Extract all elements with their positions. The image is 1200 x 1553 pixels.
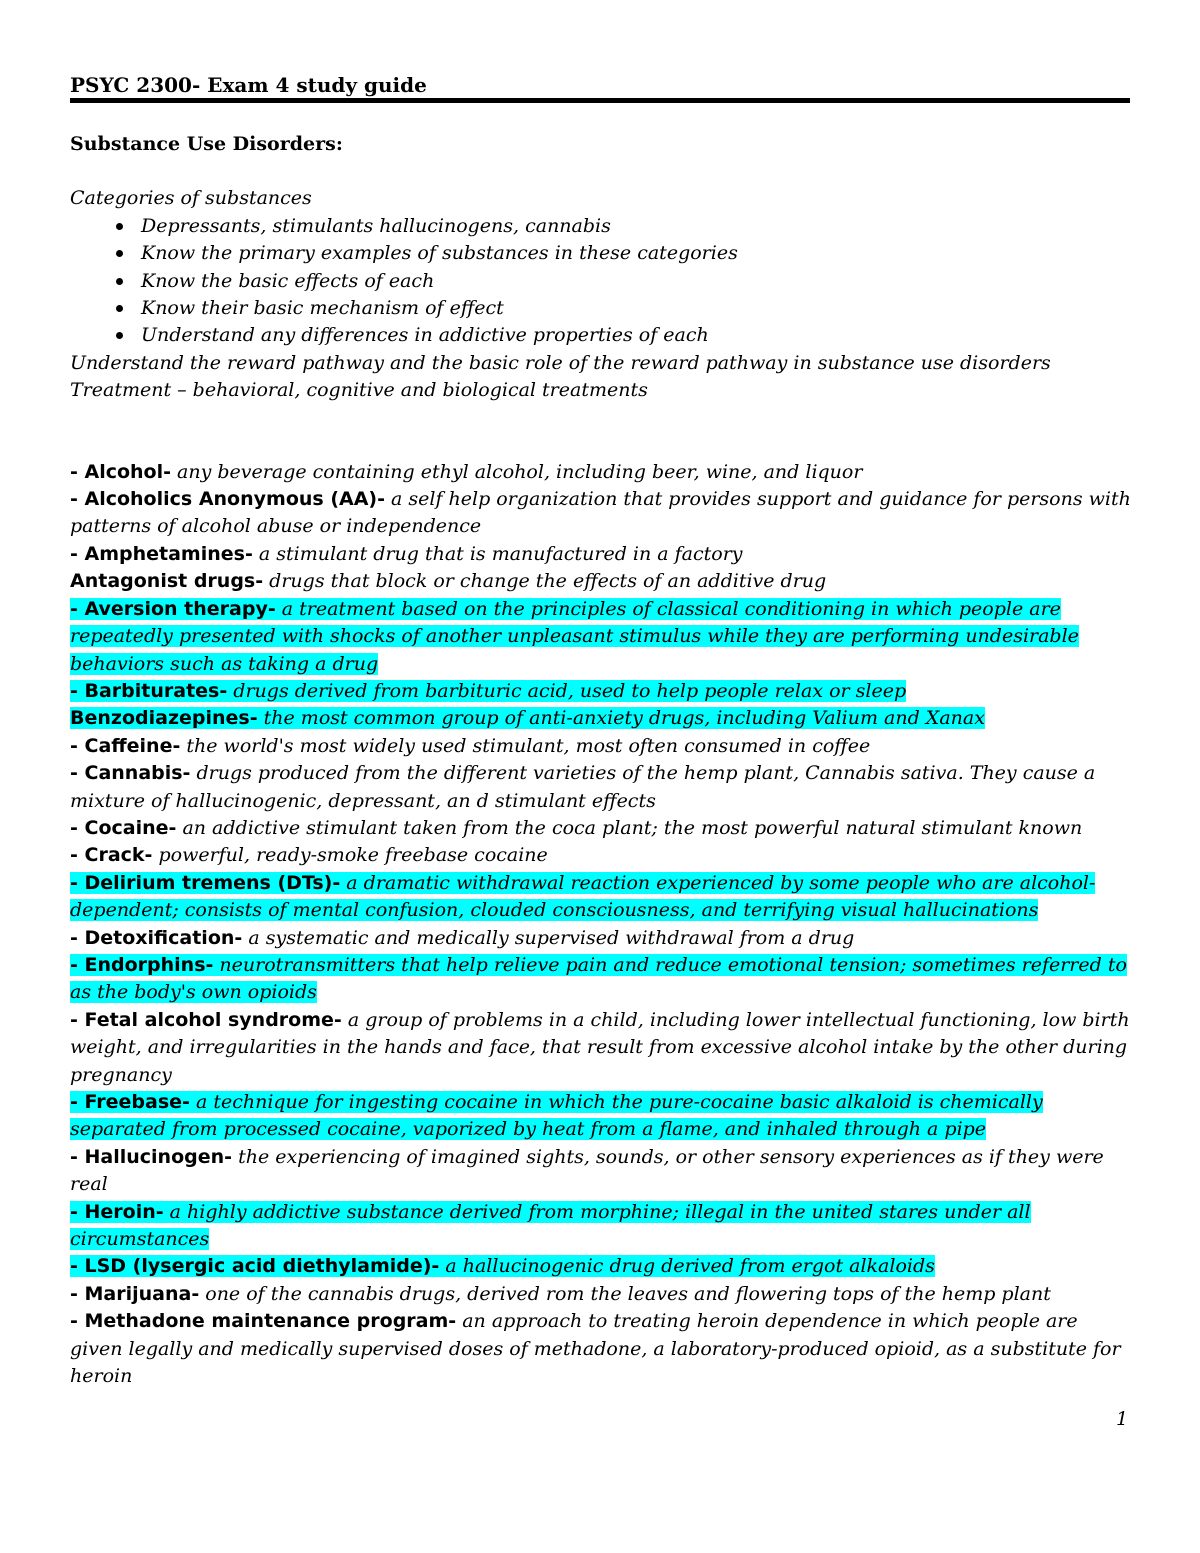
term-name: - Freebase-: [70, 1091, 190, 1113]
term-text: [70, 735, 870, 757]
highlighted-term-text: [70, 1255, 935, 1277]
term-definition: any beverage containing ethyl alcohol, including beer, wine, and liquor: [171, 460, 863, 483]
term-definition: a highly addictive substance derived from morphine; illegal in the united stares under all circumstances: [70, 1200, 1031, 1251]
glossary-term: [70, 815, 1132, 842]
highlighted-term-text: [70, 598, 1079, 675]
highlighted-term-text: [70, 1201, 1031, 1250]
term-definition: a treatment based on the principles of classical conditioning in which people are repeatedly presented with shocks of another unpleasant stimulus while they are performing undesirable behaviors such as taking a drug: [70, 597, 1079, 675]
glossary-term: [70, 760, 1132, 815]
glossary-term: [70, 568, 1132, 595]
glossary-term: [70, 486, 1132, 541]
term-name: - Endorphins-: [70, 953, 214, 976]
header-divider: [70, 98, 1130, 103]
highlighted-term-text: [70, 680, 906, 702]
term-name: - Cocaine-: [70, 816, 177, 839]
document-title: PSYC 2300- Exam 4 study guide: [70, 73, 427, 97]
glossary-term: [70, 870, 1132, 925]
term-name: - Cannabis-: [70, 762, 191, 785]
term-definition: an approach to treating heroin dependence in which people are given legally and medically supervised doses of methadone, a laboratory-produced opioid, as a substitute for heroin: [70, 1310, 1121, 1388]
bullet-item: Know their basic mechanism of effect: [70, 295, 1132, 322]
term-name: Antagonist drugs-: [70, 570, 264, 593]
page-content: [70, 131, 1132, 1390]
glossary-term: [70, 596, 1132, 678]
term-definition: a stimulant drug that is manufactured in a factory: [252, 542, 743, 565]
bullet-item: Know the basic effects of each: [70, 268, 1132, 295]
highlighted-term-text: [70, 707, 985, 729]
term-definition: one of the cannabis drugs, derived rom the leaves and flowering tops of the hemp plant: [199, 1282, 1051, 1305]
glossary-term: [70, 1281, 1132, 1308]
term-name: - Hallucinogen-: [70, 1145, 233, 1168]
highlighted-term-text: [70, 954, 1127, 1003]
glossary-term: [70, 925, 1132, 952]
term-name: - Crack-: [70, 844, 153, 867]
spacer: [70, 405, 1132, 459]
term-text: [70, 461, 862, 483]
term-text: [70, 1146, 1104, 1195]
term-name: - Alcohol-: [70, 460, 172, 483]
term-name: - Aversion therapy-: [70, 597, 276, 620]
term-text: [70, 543, 743, 565]
glossary-term: [70, 705, 1132, 732]
term-name: - Barbiturates-: [70, 679, 228, 702]
term-definition: drugs produced from the different varieties of the hemp plant, Cannabis sativa. They cause a mixture of hallucinogenic, depressant, an d stimulant effects: [70, 762, 1096, 812]
term-text: [70, 570, 826, 592]
term-text: [70, 488, 1131, 537]
term-definition: neurotransmitters that help relieve pain and reduce emotional tension; sometimes referred to as the body's own opioids: [70, 953, 1127, 1004]
term-name: - LSD (lysergic acid diethylamide)-: [70, 1255, 440, 1278]
highlighted-term-text: [70, 872, 1095, 921]
glossary-term: [70, 541, 1132, 568]
term-definition: an addictive stimulant taken from the coca plant; the most powerful natural stimulant known: [176, 816, 1083, 839]
term-name: Benzodiazepines-: [70, 707, 258, 730]
glossary-term: [70, 1144, 1132, 1199]
term-name: - Alcoholics Anonymous (AA)-: [70, 488, 385, 511]
term-definition: a systematic and medically supervised withdrawal from a drug: [242, 926, 855, 949]
term-definition: powerful, ready-smoke freebase cocaine: [152, 844, 548, 867]
glossary-term: [70, 1007, 1132, 1089]
categories-bullet-list: [70, 213, 1132, 350]
term-definition: a hallucinogenic drug derived from ergot alkaloids: [439, 1255, 935, 1278]
term-text: [70, 817, 1082, 839]
term-text: [70, 762, 1095, 811]
term-text: [70, 844, 548, 866]
term-definition: the most common group of anti-anxiety drugs, including Valium and Xanax: [257, 707, 985, 730]
term-text: [70, 927, 854, 949]
term-name: - Fetal alcohol syndrome-: [70, 1008, 342, 1031]
categories-subheading: Categories of substances: [70, 187, 312, 210]
glossary-term: [70, 678, 1132, 705]
highlighted-term-text: [70, 1091, 1043, 1140]
glossary-term: [70, 1308, 1132, 1390]
term-text: [70, 1283, 1051, 1305]
term-text: [70, 1310, 1121, 1387]
term-name: - Amphetamines-: [70, 542, 253, 565]
term-definition: the experiencing of imagined sights, sounds, or other sensory experiences as if they were real: [70, 1145, 1104, 1196]
treatment-line: Treatment – behavioral, cognitive and biological treatments: [70, 379, 648, 402]
bullet-item: Depressants, stimulants hallucinogens, cannabis: [70, 213, 1132, 240]
glossary-term: [70, 1253, 1132, 1280]
glossary-term: [70, 1199, 1132, 1254]
term-definition: drugs that block or change the effects of an additive drug: [263, 570, 827, 593]
term-name: - Delirium tremens (DTs)-: [70, 871, 341, 894]
glossary-term: [70, 733, 1132, 760]
glossary-term: [70, 459, 1132, 486]
term-name: - Marijuana-: [70, 1282, 200, 1305]
reward-pathway-line: Understand the reward pathway and the basic role of the reward pathway in substance use disorders: [70, 351, 1051, 374]
term-name: - Detoxification-: [70, 926, 243, 949]
term-definition: a group of problems in a child, including lower intellectual functioning, low birth weight, and irregularities in the hands and face, that result from excessive alcohol intake by the other during pregnancy: [70, 1008, 1130, 1086]
term-definition: a dramatic withdrawal reaction experienced by some people who are alcohol-dependent; consists of mental confusion, clouded consciousness, and terrifying visual hallucinations: [70, 871, 1096, 922]
glossary-term: [70, 952, 1132, 1007]
term-definition: drugs derived from barbituric acid, used to help people relax or sleep: [227, 679, 907, 702]
term-definition: the world's most widely used stimulant, most often consumed in coffee: [180, 734, 871, 757]
bullet-item: Understand any differences in addictive properties of each: [70, 322, 1132, 349]
term-name: - Caffeine-: [70, 734, 181, 757]
bullet-item: Know the primary examples of substances in these categories: [70, 240, 1132, 267]
term-definition: a technique for ingesting cocaine in which the pure-cocaine basic alkaloid is chemically separated from processed cocaine, vaporized by heat from a flame, and inhaled through a pipe: [70, 1091, 1043, 1141]
glossary-term-list: [70, 459, 1132, 1391]
term-definition: a self help organization that provides support and guidance for persons with patterns of alcohol abuse or independence: [70, 488, 1131, 538]
term-text: [70, 1009, 1130, 1086]
page-number: 1: [1116, 1408, 1129, 1430]
glossary-term: [70, 1089, 1132, 1144]
term-name: - Heroin-: [70, 1200, 164, 1223]
term-name: - Methadone maintenance program-: [70, 1310, 457, 1333]
section-heading: Substance Use Disorders:: [70, 133, 343, 155]
glossary-term: [70, 842, 1132, 869]
